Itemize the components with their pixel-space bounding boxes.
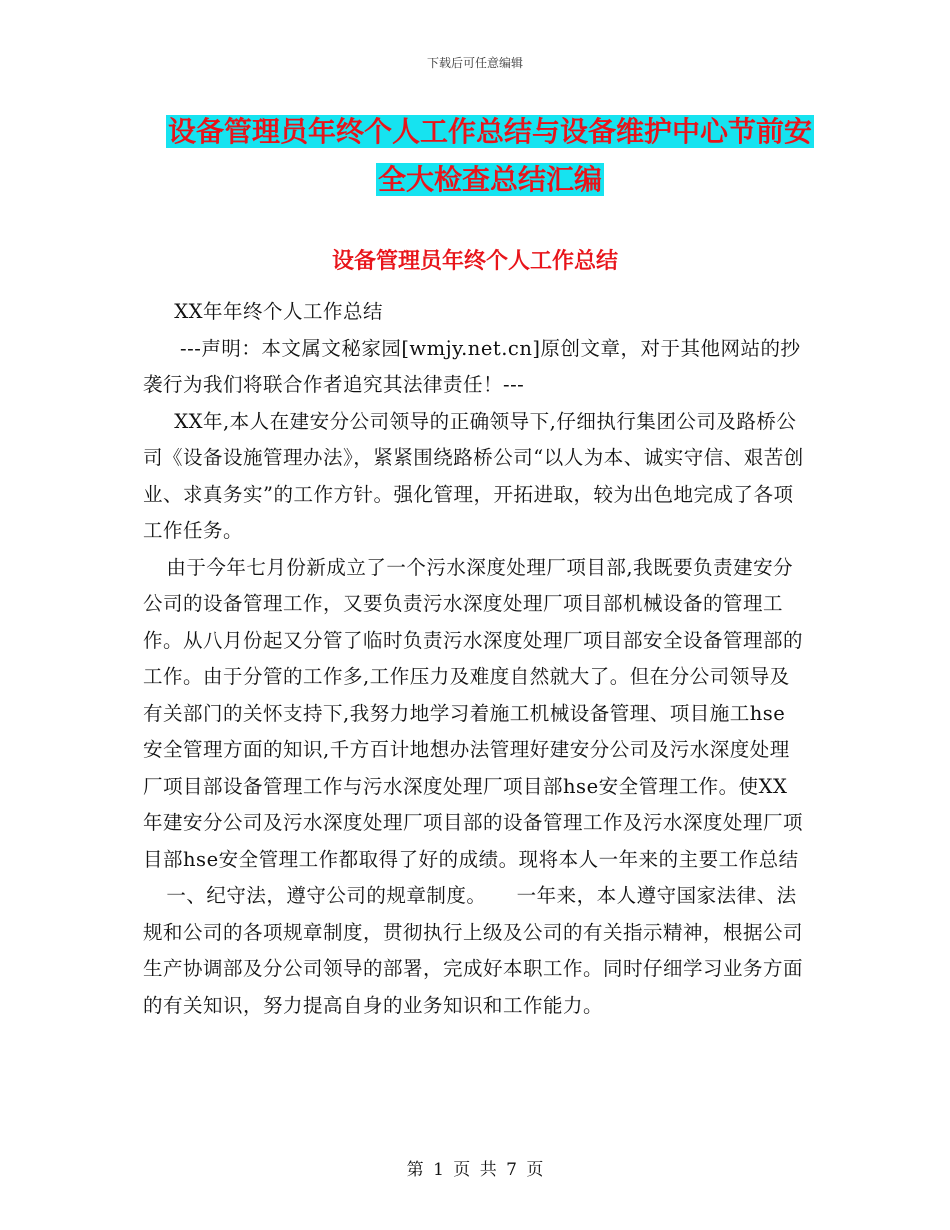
title-line-1-text: 设备管理员年终个人工作总结与设备维护中心节前安 — [167, 115, 812, 148]
paragraph-intro: XX年,本人在建安分公司领导的正确领导下,仔细执行集团公司及路桥公司《设备设施管理办法》，紧紧围绕路桥公司“以人为本、诚实守信、艰苦创业、求真务实”的工作方针。强化管理，开拓进取，较为出色地完成了各项工作任务。 — [143, 409, 804, 542]
title-line-2-text: 全大检查总结汇编 — [377, 163, 602, 196]
title-line-1 — [145, 108, 835, 156]
section-title: 设备管理员年终个人工作总结 — [331, 249, 618, 274]
title-line-2 — [145, 156, 835, 204]
paragraph-section-one: 一、纪守法，遵守公司的规章制度。 一年来，本人遵守国家法律、法规和公司的各项规章制度，贯彻执行上级及公司的有关指示精神，根据公司生产协调部及分公司领导的部署，完成好本职工作。同时仔细学习业务方面的有关知识，努力提高自身的业务知识和工作能力。 — [143, 884, 804, 1017]
page-number: 第 1 页 共 7 页 — [406, 1160, 544, 1180]
paragraph-disclaimer: ---声明：本文属文秘家园[wmjy.net.cn]原创文章，对于其他网站的抄袭行为我们将联合作者追究其法律责任！--- — [143, 336, 801, 396]
document-body — [143, 294, 805, 1024]
paragraph-heading: XX年年终个人工作总结 — [174, 300, 383, 323]
document-title — [145, 108, 835, 204]
header-note: 下载后可任意编辑 — [426, 56, 523, 70]
paragraph-work-summary: 由于今年七月份新成立了一个污水深度处理厂项目部,我既要负责建安分公司的设备管理工作，又要负责污水深度处理厂项目部机械设备的管理工作。从八月份起又分管了临时负责污水深度处理厂项目部安全设备管理部的工作。由于分管的工作多,工作压力及难度自然就大了。但在分公司领导及有关部门的关怀支持下,我努力地学习着施工机械设备管理、项目施工hse安全管理方面的知识,千方百计地想办法管理好建安分公司及污水深度处理厂项目部设备管理工作与污水深度处理厂项目部hse安全管理工作。使XX年建安分公司及污水深度处理厂项目部的设备管理工作及污水深度处理厂项目部hse安全管理工作都取得了好的成绩。现将本人一年来的主要工作总结 — [143, 555, 804, 871]
